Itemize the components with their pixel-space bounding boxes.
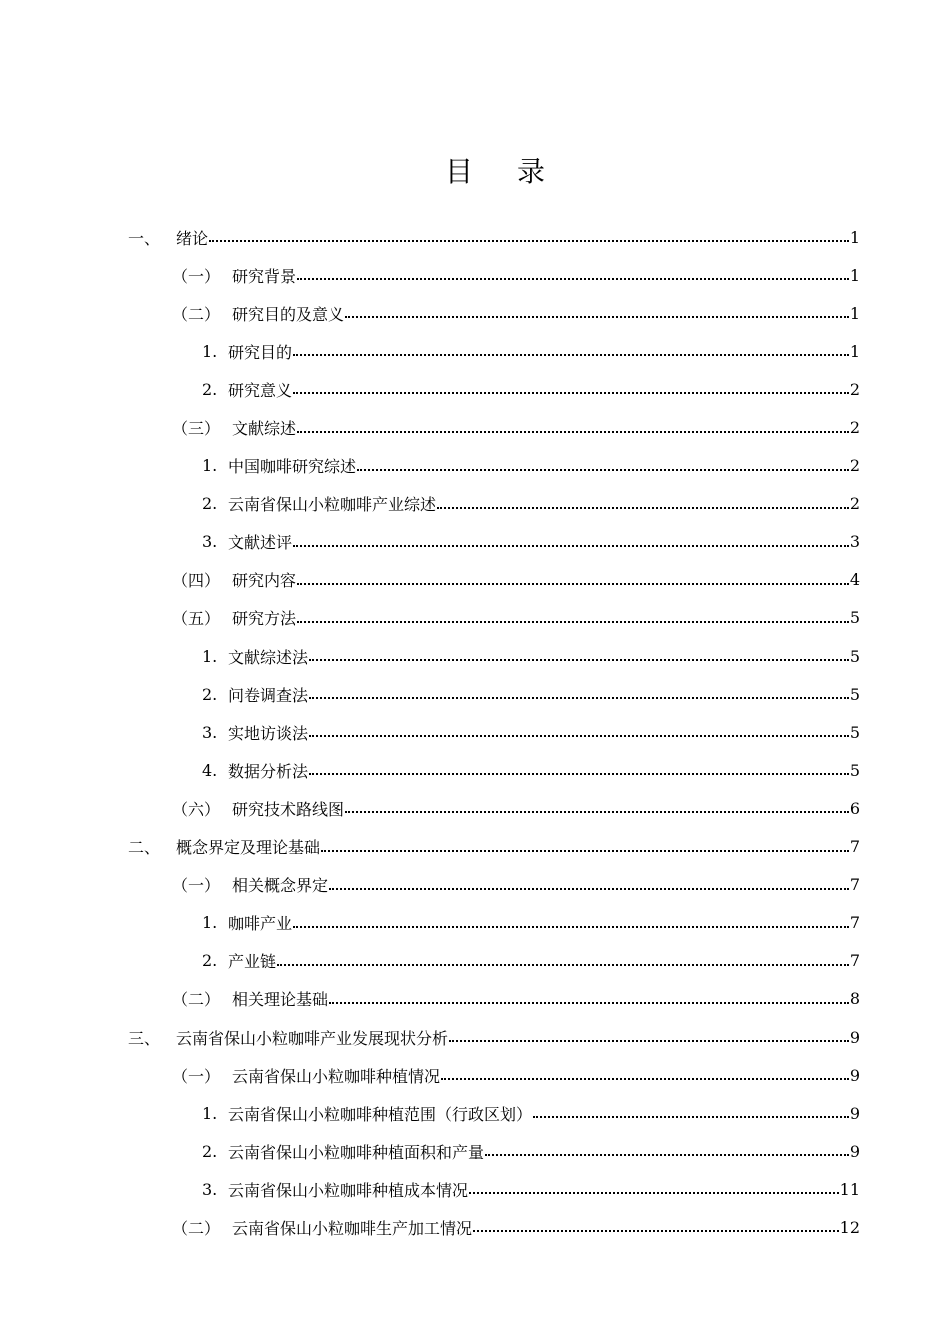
toc-entry[interactable] (128, 980, 860, 1018)
toc-title: 云南省保山小粒咖啡种植情况 (232, 1066, 441, 1086)
toc-entry[interactable] (128, 904, 860, 942)
toc-title: 云南省保山小粒咖啡生产加工情况 (232, 1218, 473, 1238)
toc-title: 产业链 (228, 952, 277, 972)
toc-number: 一、 (128, 228, 161, 248)
dot-leader (441, 1067, 849, 1083)
toc-number: 二、 (128, 838, 161, 858)
toc-title: 云南省保山小粒咖啡产业发展现状分析 (176, 1028, 449, 1048)
toc-number: 1. (202, 646, 218, 666)
dot-leader (297, 267, 849, 283)
toc-title: 文献综述 (232, 419, 297, 439)
dot-leader (293, 534, 849, 550)
page-title (0, 150, 950, 190)
toc-entry[interactable] (128, 1170, 860, 1208)
toc-page-number: 7 (849, 875, 860, 895)
dot-leader (293, 381, 849, 397)
toc-number: （五） (172, 609, 221, 629)
toc-number: 1. (202, 1103, 218, 1123)
toc-entry[interactable] (128, 599, 860, 637)
dot-leader (297, 610, 849, 626)
toc-page-number: 7 (849, 951, 860, 971)
dot-leader (345, 305, 849, 321)
toc-page-number: 1 (849, 341, 860, 361)
toc-page-number: 7 (849, 913, 860, 933)
toc-page-number: 1 (849, 303, 860, 323)
dot-leader (473, 1219, 839, 1235)
toc-page-number: 5 (849, 760, 860, 780)
toc-entry[interactable] (128, 1094, 860, 1132)
toc-entry[interactable] (128, 218, 860, 256)
dot-leader (449, 1029, 849, 1045)
toc-number: 4. (202, 760, 218, 780)
dot-leader (309, 724, 849, 740)
toc-page-number: 5 (849, 722, 860, 742)
toc-number: （二） (172, 304, 221, 324)
toc-page-number: 2 (849, 418, 860, 438)
toc-title: 问卷调查法 (228, 685, 309, 705)
dot-leader (329, 991, 849, 1007)
toc-entry[interactable] (128, 447, 860, 485)
toc-entry[interactable] (128, 408, 860, 446)
toc-page-number: 8 (849, 989, 860, 1009)
dot-leader (309, 648, 849, 664)
dot-leader (329, 877, 849, 893)
toc-page-number: 4 (849, 570, 860, 590)
toc-number: 2. (202, 494, 218, 514)
toc-page-number: 1 (849, 265, 860, 285)
toc-page-number: 2 (849, 379, 860, 399)
dot-leader (357, 458, 849, 474)
toc-page-number: 2 (849, 494, 860, 514)
toc-entry[interactable] (128, 294, 860, 332)
toc-number: 2. (202, 379, 218, 399)
toc-entry[interactable] (128, 332, 860, 370)
dot-leader (437, 496, 849, 512)
dot-leader (293, 915, 849, 931)
dot-leader (345, 800, 849, 816)
toc-entry[interactable] (128, 942, 860, 980)
toc-title: 云南省保山小粒咖啡种植范围（行政区划） (228, 1104, 533, 1124)
toc-number: 1. (202, 341, 218, 361)
title-char-1: 目 (444, 155, 473, 188)
toc-number: （一） (172, 876, 221, 896)
toc-title: 研究意义 (228, 380, 293, 400)
toc-entry[interactable] (128, 675, 860, 713)
toc-entry[interactable] (128, 789, 860, 827)
toc-title: 研究背景 (232, 266, 297, 286)
toc-title: 咖啡产业 (228, 914, 293, 934)
dot-leader (533, 1105, 849, 1121)
toc-entry[interactable] (128, 1208, 860, 1246)
dot-leader (297, 572, 849, 588)
toc-title: 数据分析法 (228, 761, 309, 781)
dot-leader (309, 686, 849, 702)
toc-entry[interactable] (128, 866, 860, 904)
toc-title: 云南省保山小粒咖啡种植成本情况 (228, 1180, 469, 1200)
toc-number: 2. (202, 684, 218, 704)
dot-leader (485, 1143, 849, 1159)
dot-leader (309, 762, 849, 778)
toc-entry[interactable] (128, 637, 860, 675)
toc-entry[interactable] (128, 561, 860, 599)
toc-title: 文献综述法 (228, 647, 309, 667)
toc-title: 文献述评 (228, 533, 293, 553)
toc-entry[interactable] (128, 828, 860, 866)
toc-number: 3. (202, 1179, 218, 1199)
toc-title: 研究方法 (232, 609, 297, 629)
toc-number: 3. (202, 532, 218, 552)
toc-entry[interactable] (128, 1056, 860, 1094)
toc-number: （三） (172, 419, 221, 439)
toc-entry[interactable] (128, 370, 860, 408)
table-of-contents (128, 218, 860, 1247)
toc-page-number: 12 (839, 1217, 860, 1237)
toc-page-number: 5 (849, 608, 860, 628)
toc-entry[interactable] (128, 485, 860, 523)
toc-title: 实地访谈法 (228, 723, 309, 743)
dot-leader (293, 343, 849, 359)
toc-page-number: 6 (849, 798, 860, 818)
toc-title: 绪论 (176, 228, 209, 248)
toc-number: （一） (172, 266, 221, 286)
dot-leader (277, 953, 849, 969)
toc-entry[interactable] (128, 256, 860, 294)
toc-page-number: 3 (849, 532, 860, 552)
toc-title: 相关概念界定 (232, 876, 329, 896)
toc-page-number: 7 (849, 837, 860, 857)
toc-title: 研究目的 (228, 342, 293, 362)
toc-title: 云南省保山小粒咖啡产业综述 (228, 495, 437, 515)
toc-number: 2. (202, 951, 218, 971)
toc-number: 1. (202, 913, 218, 933)
toc-title: 概念界定及理论基础 (176, 838, 321, 858)
toc-page-number: 1 (849, 227, 860, 247)
toc-number: （四） (172, 571, 221, 591)
toc-page-number: 9 (849, 1141, 860, 1161)
dot-leader (209, 229, 849, 245)
toc-entry[interactable] (128, 523, 860, 561)
toc-number: （二） (172, 1218, 221, 1238)
toc-entry[interactable] (128, 1018, 860, 1056)
toc-number: （一） (172, 1066, 221, 1086)
toc-page-number: 9 (849, 1027, 860, 1047)
toc-title: 研究目的及意义 (232, 304, 345, 324)
toc-number: 2. (202, 1141, 218, 1161)
dot-leader (321, 839, 849, 855)
toc-title: 相关理论基础 (232, 990, 329, 1010)
toc-page-number: 11 (839, 1179, 860, 1199)
toc-entry[interactable] (128, 751, 860, 789)
toc-page-number: 5 (849, 684, 860, 704)
toc-page-number: 9 (849, 1065, 860, 1085)
toc-page-number: 5 (849, 646, 860, 666)
toc-number: （二） (172, 990, 221, 1010)
dot-leader (469, 1181, 839, 1197)
toc-entry[interactable] (128, 1132, 860, 1170)
title-char-2: 录 (517, 155, 546, 188)
toc-page-number: 2 (849, 456, 860, 476)
toc-entry[interactable] (128, 713, 860, 751)
toc-title: 中国咖啡研究综述 (228, 457, 357, 477)
dot-leader (297, 420, 849, 436)
toc-number: 三、 (128, 1028, 161, 1048)
toc-page-number: 9 (849, 1103, 860, 1123)
toc-title: 云南省保山小粒咖啡种植面积和产量 (228, 1142, 485, 1162)
toc-title: 研究内容 (232, 571, 297, 591)
toc-title: 研究技术路线图 (232, 799, 345, 819)
toc-number: （六） (172, 799, 221, 819)
toc-number: 1. (202, 456, 218, 476)
toc-number: 3. (202, 722, 218, 742)
